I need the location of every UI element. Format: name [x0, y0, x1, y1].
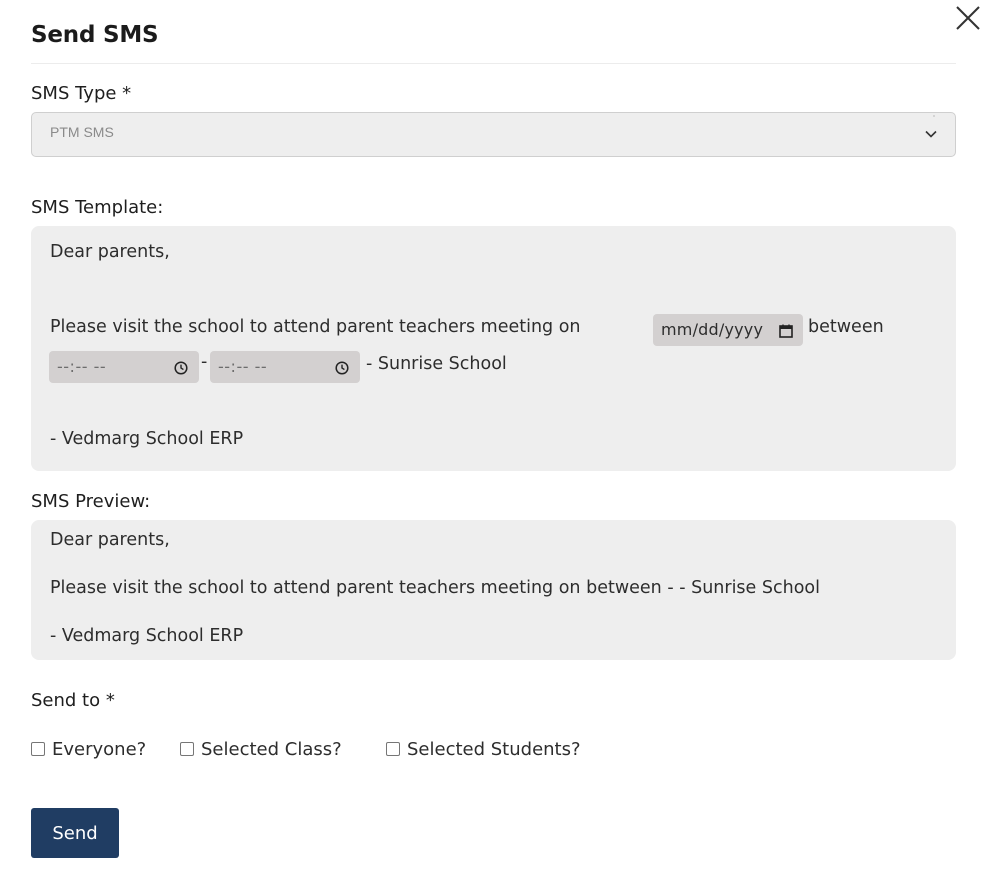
- template-line-between: between: [808, 317, 884, 337]
- send-to-label: Send to *: [31, 690, 115, 711]
- preview-body: Please visit the school to attend parent teachers meeting on between - - Sunrise School: [50, 578, 820, 598]
- sms-preview-label: SMS Preview:: [31, 491, 151, 512]
- everyone-checkbox[interactable]: [31, 742, 45, 756]
- template-line-prefix: Please visit the school to attend parent teachers meeting on: [50, 317, 581, 337]
- send-button[interactable]: Send: [31, 808, 119, 858]
- sms-preview-panel: [31, 520, 956, 660]
- clock-icon: [174, 361, 188, 375]
- clock-icon: [335, 361, 349, 375]
- preview-greeting: Dear parents,: [50, 530, 170, 550]
- start-time-input[interactable]: [49, 351, 199, 383]
- start-time-placeholder: --:-- --: [57, 357, 107, 376]
- modal-title: Send SMS: [31, 22, 159, 48]
- time-range-dash: -: [201, 352, 208, 372]
- close-icon: [955, 5, 981, 31]
- selected-students-checkbox[interactable]: [386, 742, 400, 756]
- title-divider: [31, 63, 956, 64]
- calendar-icon: [779, 324, 793, 338]
- everyone-label: Everyone?: [52, 739, 147, 760]
- end-time-placeholder: --:-- --: [218, 357, 268, 376]
- template-greeting: Dear parents,: [50, 242, 170, 262]
- selected-class-label: Selected Class?: [201, 739, 342, 760]
- end-time-input[interactable]: [210, 351, 360, 383]
- template-line-suffix: - Sunrise School: [366, 354, 507, 374]
- selected-students-label: Selected Students?: [407, 739, 581, 760]
- sms-template-panel: [31, 226, 956, 471]
- date-placeholder: mm/dd/yyyy: [661, 320, 764, 339]
- close-button[interactable]: [955, 5, 981, 31]
- chevron-down-icon: [925, 130, 937, 138]
- select-indicator-dot: [933, 115, 935, 117]
- sms-type-select[interactable]: [31, 112, 956, 157]
- preview-signature: - Vedmarg School ERP: [50, 626, 244, 646]
- sms-template-label: SMS Template:: [31, 197, 164, 218]
- selected-class-checkbox[interactable]: [180, 742, 194, 756]
- template-signature: - Vedmarg School ERP: [50, 429, 244, 449]
- meeting-date-input[interactable]: [653, 314, 803, 346]
- sms-type-selected-value: PTM SMS: [50, 124, 114, 140]
- sms-type-label: SMS Type *: [31, 83, 132, 104]
